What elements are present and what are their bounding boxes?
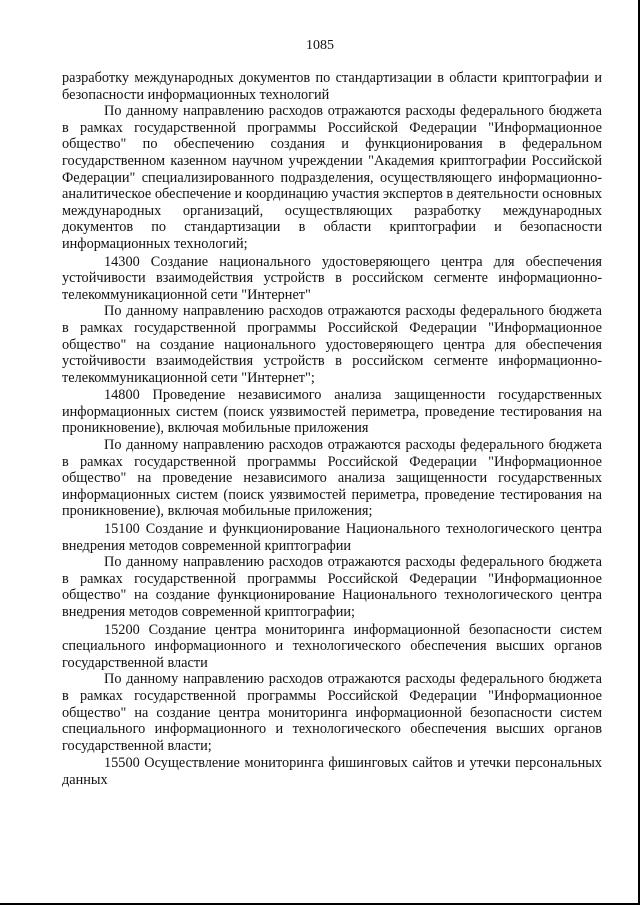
section-heading-15200: 15200 Создание центра мониторинга информационной безопасности систем специального информационного и технологического обеспечения высших органов государственной власти: [62, 621, 602, 671]
section-heading-14800: 14800 Проведение независимого анализа защищенности государственных информационных систем (поиск уязвимостей периметра, проведение тестирования на проникновение), включая мобильные приложения: [62, 387, 602, 437]
paragraph-description: По данному направлению расходов отражаются расходы федерального бюджета в рамках государственной программы Российской Федерации "Информационное общество" на проведение независимого анализа защищенности государственных информационных систем (поиск уязвимостей периметра, проведение тестирования на проникновение), включая мобильные приложения;: [62, 437, 602, 520]
page-number: 1085: [306, 38, 334, 53]
section-heading-15500: 15500 Осуществление мониторинга фишинговых сайтов и утечки персональных данных: [62, 755, 602, 788]
paragraph-description: По данному направлению расходов отражаются расходы федерального бюджета в рамках государственной программы Российской Федерации "Информационное общество" на создание функционирование Национального технологического центра внедрения методов современной криптографии;: [62, 554, 602, 620]
paragraph-description: По данному направлению расходов отражаются расходы федерального бюджета в рамках государственной программы Российской Федерации "Информационное общество" по обеспечению создания и функционирования в федеральном государственном казенном научном учреждении "Академия криптографии Российской Федерации" специализированного подразделения, осуществляющего информационно-аналитическое обеспечение и координацию участия экспертов в деятельности основных международных организаций, осуществляющих разработку международных документов по стандартизации в области криптографии и безопасности информационных технологий;: [62, 103, 602, 252]
section-heading-15100: 15100 Создание и функционирование Национального технологического центра внедрения методов современной криптографии: [62, 521, 602, 554]
document-body: [62, 70, 602, 789]
paragraph-description: По данному направлению расходов отражаются расходы федерального бюджета в рамках государственной программы Российской Федерации "Информационное общество" на создание национального удостоверяющего центра для обеспечения устойчивости взаимодействия устройств в российском сегменте информационно-телекоммуникационной сети "Интернет";: [62, 303, 602, 386]
section-heading-14300: 14300 Создание национального удостоверяющего центра для обеспечения устойчивости взаимодействия устройств в российском сегменте информационно-телекоммуникационной сети "Интернет": [62, 253, 602, 303]
paragraph-continuation: разработку международных документов по стандартизации в области криптографии и безопасности информационных технологий: [62, 70, 602, 103]
paragraph-description: По данному направлению расходов отражаются расходы федерального бюджета в рамках государственной программы Российской Федерации "Информационное общество" на создание центра мониторинга информационной безопасности систем специального информационного и технологического обеспечения высших органов государственной власти;: [62, 671, 602, 754]
